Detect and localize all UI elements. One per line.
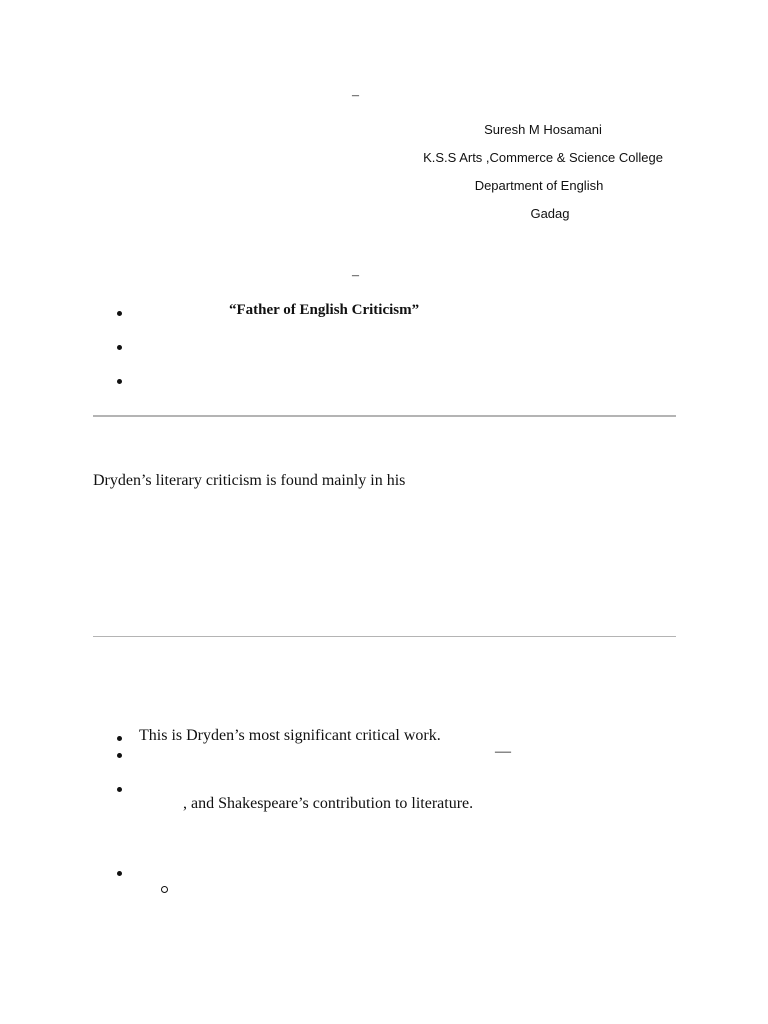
author-name: Suresh M Hosamani [484, 122, 602, 137]
bullet-dot [117, 787, 122, 792]
horizontal-rule [93, 415, 676, 417]
bullet-dot [117, 311, 122, 316]
bullet-dot [117, 753, 122, 758]
shakespeare-contribution-text: , and Shakespeare’s contribution to literature. [183, 795, 474, 812]
em-dash: — [495, 743, 511, 760]
significant-work-item: This is Dryden’s most significant critical work. [139, 727, 441, 744]
bullet-dot [117, 379, 122, 384]
horizontal-rule [93, 636, 676, 637]
bullet-dot [117, 736, 122, 741]
sub-bullet-circle [161, 886, 168, 893]
college-name: K.S.S Arts ,Commerce & Science College [423, 150, 663, 165]
dash-marker-top: – [352, 88, 359, 103]
father-of-english-criticism: “Father of English Criticism” [229, 302, 420, 318]
criticism-paragraph: Dryden’s literary criticism is found mainly in his [93, 472, 406, 489]
dash-marker-mid: – [352, 268, 359, 283]
department-name: Department of English [474, 178, 604, 193]
bullet-dot [117, 345, 122, 350]
city-name: Gadag [530, 206, 570, 221]
bullet-dot [117, 871, 122, 876]
